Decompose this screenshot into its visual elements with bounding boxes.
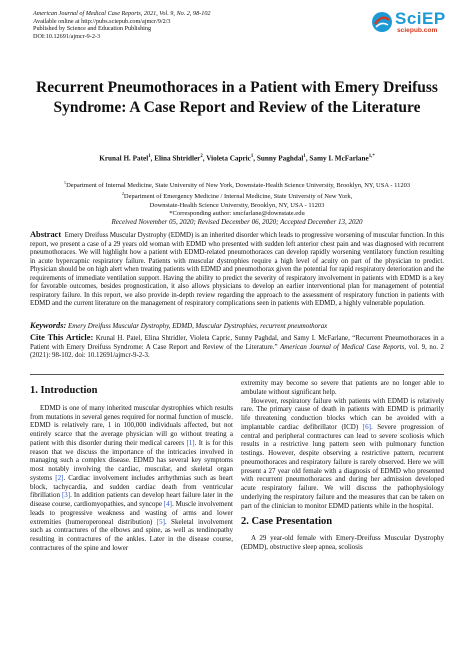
intro-text: EDMD is one of many inherited muscular dystrophies which results from mutations in several genes required for normal function of muscle. EDMD is relatively rare, 1 in 100,000 individuals affected, but not entirely scarce that the average physician will go without treating a patient with this disorder during their medical careers bbox=[30, 403, 233, 447]
citation-link[interactable]: [3] bbox=[61, 491, 71, 500]
keywords-label: Keywords: bbox=[30, 321, 67, 330]
intro-paragraph-2 bbox=[241, 397, 444, 511]
affil-text: Department of Emergency Medicine / Internal Medicine, State University of New York, bbox=[123, 193, 353, 201]
author-name: Samy I. McFarlane bbox=[309, 154, 369, 163]
section-heading-introduction: 1. Introduction bbox=[30, 385, 98, 396]
intro-text: However, respiratory failure with patients with EDMD is relatively rare. The primary cause of death in patients with EDMD is primarily life threatening conduction blocks which can be avoided with a implantable cardiac defibrillator (ICD) bbox=[241, 396, 444, 431]
author-separator: , bbox=[253, 154, 257, 163]
corresponding-author[interactable]: *Corresponding author: smcfarlane@downstate.edu bbox=[169, 209, 305, 217]
affil-sup: 2 bbox=[121, 191, 124, 197]
left-column bbox=[30, 379, 233, 553]
citation-link[interactable]: [2] bbox=[55, 473, 64, 482]
author-separator: , bbox=[202, 154, 207, 163]
author-affil-sup: 1 bbox=[250, 154, 254, 159]
affiliations bbox=[30, 179, 444, 218]
author-name: Elina Shtridler bbox=[154, 154, 201, 163]
keywords bbox=[30, 322, 444, 332]
author-name: Krunal H. Patel bbox=[99, 154, 149, 163]
intro-paragraph bbox=[30, 404, 233, 553]
cite-journal: American Journal of Medical Case Reports bbox=[280, 343, 405, 351]
affil-text: Department of Internal Medicine, State University of New York, Downstate-Health Science University, Brooklyn, NY, USA - 11203 bbox=[66, 182, 411, 190]
paper-title: Recurrent Pneumothoraces in a Patient with Emery Dreifuss Syndrome: A Case Report and Review of the Literature bbox=[36, 79, 438, 116]
author-affil-sup: 2 bbox=[200, 154, 203, 159]
publication-dates: Received November 05, 2020; Revised December 06, 2020; Accepted December 13, 2020 bbox=[111, 218, 363, 226]
citation-link[interactable]: [6] bbox=[362, 422, 371, 431]
author-affil-sup: 1 bbox=[148, 154, 151, 159]
citation-link[interactable]: [1] bbox=[186, 438, 195, 447]
intro-text: . It is for this reason that we discuss the importance of the intricacies involved in managing such a complex disease. EDMD has several key symptoms most notably involving the cardiac, muscular, and skeletal organ systems bbox=[30, 438, 233, 482]
intro-text: . Skeletal involvement such as contractures of the elbows and spine, as well as tendinopathy resulting in contractures of the ankles. Later in the disease course, contractures of the spine and lower bbox=[30, 517, 233, 552]
availability-line: Available online at http://pubs.sciepub.com/ajmcr/9/2/3 bbox=[33, 17, 171, 25]
intro-text: . Muscle involvement leads to progressive weakness and wasting of arms and lower extremities (humeroperoneal distribution) bbox=[30, 500, 233, 526]
journal-citation: American Journal of Medical Case Reports, 2021, Vol. 9, No. 2, 98-102 bbox=[33, 10, 211, 17]
affil-sup: 1 bbox=[63, 180, 67, 185]
abstract-label: Abstract bbox=[30, 230, 62, 239]
cite-tail: , vol. 9, no. 2 (2021): 98-102. doi: 10.12691/ajmcr-9-2-3. bbox=[30, 343, 444, 360]
cite-text: Krunal H. Patel, Elina Shtridler, Violeta Capric, Sunny Paghdal, and Samy I. McFarlane, “Recurrent Pneumothoraces in a Patient with Emery Dreifuss Syndrome: A Case Report and Review of the Literature.” bbox=[30, 335, 444, 351]
section-heading-case-presentation: 2. Case Presentation bbox=[241, 516, 333, 528]
logo-wordmark: SciEP bbox=[395, 9, 446, 28]
author-name: Sunny Paghdal bbox=[256, 154, 304, 163]
intro-text: . In addition patients can develop heart failure later in the disease course, cardiomyopathies, and syncope bbox=[30, 491, 233, 508]
abstract-text: Emery Dreifuss Muscular Dystrophy (EDMD) is an inherited disorder which leads to progressive worsening of muscular function. In this report, we present a case of a 29 years old woman with EDMD who presented with sudden left anterior chest pain and was diagnosed with recurrent pneumothoraces. We will highlight how a patient with EDMD-related pneumothoraces can develop rapidly worsening ventilatory function resulting in acute hypercapnic respiratory failure. Patients with muscular dystrophies require a high level of acuity on part of the physician to predict. Physician should be on high alert when treating patients with EDMD and pneumothorax given the potential for rapid respiratory deterioration and the requirements of immediate ventilation support. Having the ability to predict the severity of respiratory involvement in patients with EDMD is a key for favorable outcomes, besides prognostication, it also allows physicians to develop an earlier interventional plan for management of potential respiratory failure. In this report, we also provide in-depth review regarding the approach to the assessment of respiratory function in patients with EDMD and the current literature on the management of respiratory complications seen in patients with EDMD, a highly vulnerable population. bbox=[30, 232, 444, 308]
publisher-line: Published by Science and Education Publishing bbox=[33, 25, 152, 33]
cite-this-article bbox=[30, 334, 444, 361]
affiliation-1 bbox=[30, 179, 444, 190]
author-separator: , bbox=[150, 154, 155, 163]
affiliation-2-cont: Downstate-Health Science University, Brooklyn, NY, USA - 11203 bbox=[149, 201, 325, 209]
author-affil-sup: 1 bbox=[303, 154, 306, 159]
right-column bbox=[241, 379, 444, 552]
doi-line: DOI:10.12691/ajmcr-9-2-3 bbox=[33, 32, 101, 40]
intro-continuation: extremity may become so severe that patients are no longer able to ambulate without significant help. bbox=[241, 379, 444, 396]
citation-link[interactable]: [5] bbox=[156, 517, 165, 526]
sciep-logo-icon bbox=[371, 11, 393, 33]
affiliation-2 bbox=[30, 190, 444, 201]
intro-text: . Severe progression of central and peripheral contractures can lead to severe scoliosis which results in a restrictive lung pattern seen with pulmonary function testings. However, despite observing a restrictive pattern, recurrent pneumothoraces and respiratory failure is rarely observed. Here we will present a 27 year old female with a diagnosis of EDMD who presented with recurrent pneumothoraces and during her admission developed acute respiratory failure. We will discuss the pathophysiology underlying the respiratory failure and the measures that can be taken on part of the clinician to monitor EDMD patients while in the hospital. bbox=[241, 422, 444, 510]
author-affil-sup: 1,* bbox=[368, 154, 375, 159]
section-divider bbox=[30, 374, 444, 375]
intro-text: . Cardiac involvement includes arrhythmias such as heart block, tachycardia, and sudden cardiac death from ventricular fibrillation bbox=[30, 473, 233, 500]
keywords-text: Emery Dreifuss Muscular Dystrophy, EDMD, Muscular Dystrophies, recurrent pneumothorax bbox=[68, 323, 328, 330]
author-name: Violeta Capric bbox=[206, 154, 251, 163]
logo-url: sciepub.com bbox=[397, 27, 438, 34]
case-paragraph: A 29 year-old female with Emery-Dreifuss Muscular Dystrophy (EDMD), obstructive sleep apnea, scoliosis bbox=[241, 534, 444, 551]
author-list bbox=[30, 154, 444, 162]
sciep-logo[interactable] bbox=[371, 10, 457, 36]
abstract bbox=[30, 231, 444, 309]
cite-label: Cite This Article: bbox=[30, 333, 94, 342]
author-separator: , bbox=[305, 154, 310, 163]
citation-link[interactable]: [4] bbox=[163, 500, 173, 508]
journal-header bbox=[33, 10, 211, 40]
